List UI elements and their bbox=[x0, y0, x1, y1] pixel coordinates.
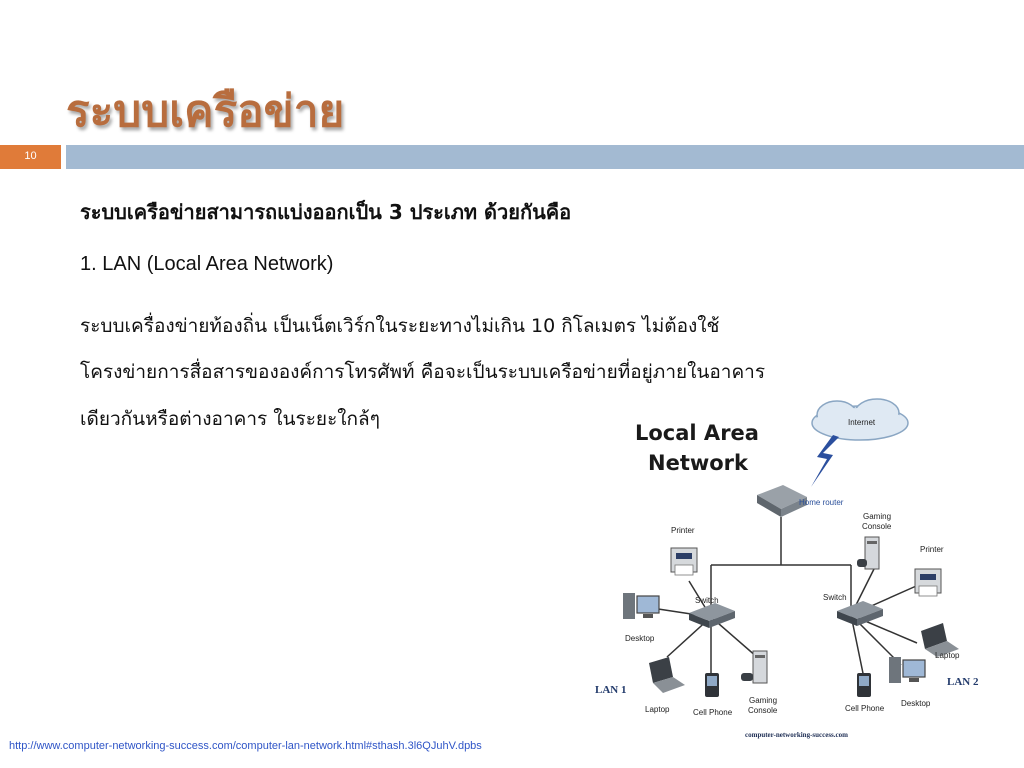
slide-title: ระบบเครือข่าย bbox=[66, 86, 345, 137]
gaming-left-label-1: Gaming bbox=[749, 696, 778, 705]
gaming-console-icon-right bbox=[857, 537, 879, 569]
gaming-left-label-2: Console bbox=[748, 706, 778, 715]
slide-number: 10 bbox=[0, 145, 61, 169]
switch-right-label: Switch bbox=[823, 593, 847, 602]
network-links bbox=[645, 517, 923, 683]
cellphone-right-label: Cell Phone bbox=[845, 704, 885, 713]
gaming-console-icon-left bbox=[741, 651, 767, 683]
title-underline-bar bbox=[66, 145, 1024, 169]
laptop-icon-left bbox=[649, 657, 685, 693]
lan1-label: LAN 1 bbox=[595, 684, 627, 696]
internet-label: Internet bbox=[848, 418, 876, 427]
printer-icon-right bbox=[915, 569, 941, 596]
desktop-icon-right bbox=[889, 657, 925, 683]
lan-heading: 1. LAN (Local Area Network) bbox=[80, 253, 334, 275]
desktop-left-label: Desktop bbox=[625, 634, 655, 643]
switch-left-label: Switch bbox=[695, 596, 719, 605]
printer-icon-left bbox=[671, 548, 697, 575]
gaming-right-label-2: Console bbox=[862, 522, 892, 531]
lan-diagram bbox=[585, 395, 1005, 745]
diagram-title-line-1: Local Area bbox=[635, 421, 759, 445]
cellphone-icon-left bbox=[705, 673, 719, 697]
lan-description-line-1: ระบบเครื่องข่ายท้องถิ่น เป็นเน็ตเวิร์กในระยะทางไม่เกิน 10 กิโลเมตร ไม่ต้องใช้ bbox=[80, 315, 720, 337]
printer-left-label: Printer bbox=[671, 526, 695, 535]
desktop-right-label: Desktop bbox=[901, 699, 931, 708]
cellphone-left-label: Cell Phone bbox=[693, 708, 733, 717]
lan2-label: LAN 2 bbox=[947, 676, 979, 688]
lan-description-line-3: เดียวกันหรือต่างอาคาร ในระยะใกล้ๆ bbox=[80, 408, 380, 430]
cellphone-icon-right bbox=[857, 673, 871, 697]
switch-icon-right bbox=[837, 601, 883, 626]
printer-right-label: Printer bbox=[920, 545, 944, 554]
diagram-watermark: computer-networking-success.com bbox=[745, 731, 848, 739]
gaming-right-label-1: Gaming bbox=[863, 512, 892, 521]
source-link[interactable]: http://www.computer-networking-success.com/computer-lan-network.html#sthash.3l6QJuhV.dpbs bbox=[9, 740, 482, 752]
lightning-icon bbox=[811, 435, 839, 487]
lan-description-line-2: โครงข่ายการสื่อสารขององค์การโทรศัพท์ คือจะเป็นระบบเครือข่ายที่อยู่ภายในอาคาร bbox=[80, 361, 766, 383]
laptop-right-label: Laptop bbox=[935, 651, 960, 660]
diagram-title-line-2: Network bbox=[648, 451, 749, 475]
intro-heading: ระบบเครือข่ายสามารถแบ่งออกเป็น 3 ประเภท ด้วยกันคือ bbox=[80, 200, 572, 224]
switch-icon-left bbox=[689, 603, 735, 628]
desktop-icon-left bbox=[623, 593, 659, 619]
router-label: Home router bbox=[799, 498, 844, 507]
laptop-left-label: Laptop bbox=[645, 705, 670, 714]
